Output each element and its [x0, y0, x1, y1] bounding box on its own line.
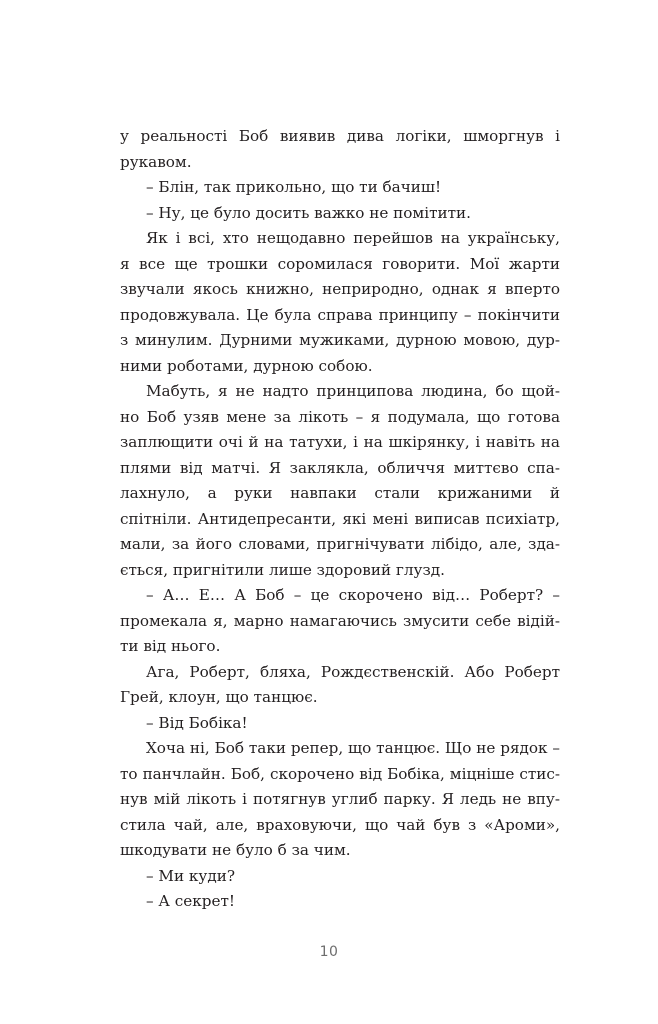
text-line: спітніли. Антидепресанти, які мені виписав психіатр,: [120, 509, 560, 528]
text-line: Ага, Роберт, бляха, Рождєственскій. Або Роберт: [146, 662, 560, 681]
text-line: у реальності Боб виявив дива логіки, шморгнув і: [120, 127, 560, 145]
text-line: стила чай, але, враховуючи, що чай був з «Ароми»,: [120, 815, 560, 834]
text-line: мали, за його словами, пригнічувати лібідо, але, зда-: [120, 535, 560, 553]
text-line: шкодувати не було б за чим.: [120, 841, 351, 859]
text-line: но Боб узяв мене за лікоть – я подумала, що готова: [120, 407, 560, 426]
text-line: плями від матчі. Я заклякла, обличчя миттєво спа-: [120, 458, 560, 477]
text-line: заплющити очі й на татухи, і на шкірянку, і навіть на: [120, 433, 560, 451]
text-line: – Ми куди?: [146, 866, 235, 885]
text-line: звучали якось книжно, неприродно, однак я вперто: [120, 280, 560, 298]
text-line: – Блін, так прикольно, що ти бачиш!: [146, 178, 442, 196]
text-line: Як і всі, хто нещодавно перейшов на українську,: [146, 229, 560, 247]
text-line: Мабуть, я не надто принципова людина, бо щой-: [146, 382, 560, 400]
body-text: [120, 124, 560, 915]
text-line: то панчлайн. Боб, скорочено від Бобіка, міцніше стис-: [120, 764, 560, 783]
text-line: я все ще трошки соромилася говорити. Мої жарти: [120, 254, 560, 273]
text-line: ти від нього.: [120, 637, 221, 655]
text-line: ється, пригнітили лише здоровий глузд.: [120, 560, 445, 579]
text-line: продовжувала. Це була справа принципу – покінчити: [120, 305, 560, 324]
text-line: Грей, клоун, що танцює.: [120, 688, 318, 706]
text-line: – А… Е… А Боб – це скорочено від… Роберт? –: [146, 586, 560, 604]
text-line: нув мій лікоть і потягнув углиб парку. Я ледь не впу-: [120, 790, 560, 808]
text-line: з минулим. Дурними мужиками, дурною мовою, дур-: [120, 331, 560, 349]
text-line: – А секрет!: [146, 892, 235, 910]
text-line: рукавом.: [120, 152, 192, 171]
text-line: ними роботами, дурною собою.: [120, 356, 373, 375]
text-line: промекала я, марно намагаючись змусити себе відій-: [120, 611, 560, 630]
text-line: Хоча ні, Боб таки репер, що танцює. Що не рядок –: [146, 739, 560, 757]
page-number: 10: [319, 944, 339, 960]
text-line: лахнуло, а руки навпаки стали крижаними й: [120, 484, 560, 502]
text-line: – Від Бобіка!: [146, 713, 248, 732]
text-line: – Ну, це було досить важко не помітити.: [146, 203, 471, 222]
